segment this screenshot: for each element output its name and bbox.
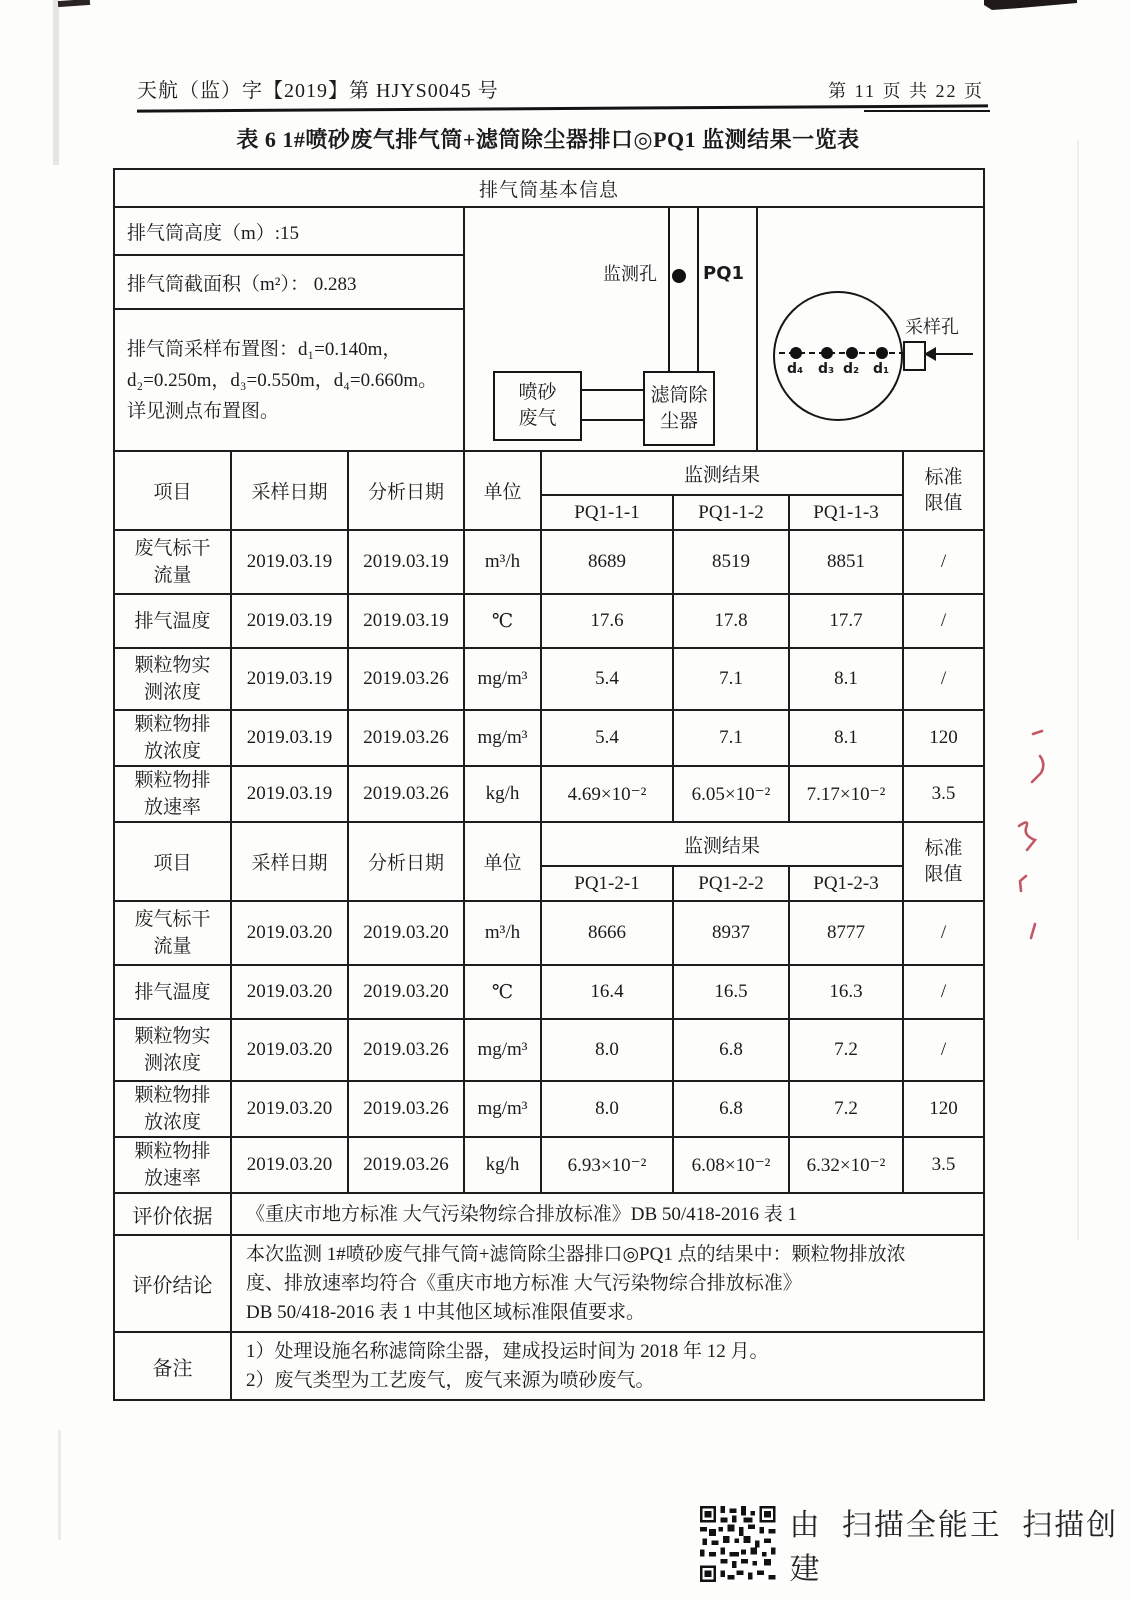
row-item: 颗粒物排放浓度	[114, 710, 231, 766]
cell-analysis-date: 2019.03.20	[348, 901, 464, 965]
row-item: 颗粒物排放速率	[114, 766, 231, 822]
col-header-limit: 标准 限值	[903, 822, 984, 901]
cell-sample-date: 2019.03.20	[231, 901, 348, 965]
cell-limit: 3.5	[903, 766, 984, 822]
cell-value: 6.08×10⁻²	[673, 1137, 789, 1193]
cell-value: 6.8	[673, 1019, 789, 1081]
scanner-credit-text: 由 扫描全能王 扫描创建	[789, 1509, 1119, 1586]
cell-value: 6.8	[673, 1081, 789, 1137]
table-row	[114, 822, 984, 866]
table-row	[114, 901, 984, 965]
red-pen-marks	[993, 700, 1055, 950]
table-row	[114, 1081, 984, 1137]
cell-limit: 120	[903, 1081, 984, 1137]
cell-unit: m³/h	[464, 901, 541, 965]
table-row	[114, 1235, 984, 1332]
cell-value: 8666	[541, 901, 673, 965]
section-header-basic-info: 排气筒基本信息	[114, 169, 984, 207]
col-header-pq1-2-3: PQ1-2-3	[789, 866, 903, 901]
table-title: 表 6 1#喷砂废气排气筒+滤筒除尘器排口◎PQ1 监测结果一览表	[236, 127, 860, 152]
cell-unit: kg/h	[464, 1137, 541, 1193]
sampling-hole-square	[903, 341, 926, 371]
stack-pipe-line	[697, 208, 699, 371]
filter-box-label: 尘器	[659, 410, 698, 432]
scan-crease	[1077, 140, 1079, 1240]
qr-code	[700, 1504, 776, 1584]
table-row	[114, 451, 984, 495]
cell-value: 17.7	[789, 594, 903, 648]
cell-analysis-date: 2019.03.26	[348, 1081, 464, 1137]
sampling-point-d3	[821, 347, 833, 359]
cell-unit: kg/h	[464, 766, 541, 822]
cell-limit: /	[903, 965, 984, 1019]
row-item: 颗粒物排放浓度	[114, 1081, 231, 1137]
cell-value: 7.2	[789, 1081, 903, 1137]
stack-pipe-line	[668, 208, 670, 371]
col-header-item: 项目	[114, 451, 231, 530]
cell-sample-date: 2019.03.19	[231, 766, 348, 822]
row-item: 颗粒物实测浓度	[114, 1019, 231, 1081]
sampling-point-label: d₃	[818, 361, 835, 377]
row-item: 颗粒物实测浓度	[114, 648, 231, 710]
sampling-point-d2	[846, 347, 858, 359]
col-header-pq1-2-2: PQ1-2-2	[673, 866, 789, 901]
cell-limit: /	[903, 594, 984, 648]
cell-unit: m³/h	[464, 530, 541, 594]
col-header-pq1-1-1: PQ1-1-1	[541, 495, 673, 530]
cell-sample-date: 2019.03.20	[231, 1081, 348, 1137]
evaluation-basis-content: 《重庆市地方标准 大气污染物综合排放标准》DB 50/418-2016 表 1	[231, 1193, 984, 1235]
cell-sample-date: 2019.03.20	[231, 965, 348, 1019]
col-header-sample-date: 采样日期	[231, 822, 348, 901]
row-item: 排气温度	[114, 965, 231, 1019]
evaluation-conclusion-content: 本次监测 1#喷砂废气排气筒+滤筒除尘器排口◎PQ1 点的结果中：颗粒物排放浓 度、排放速率均符合《重庆市地方标准 大气污染物综合排放标准》 DB 50/418-2016 表 1 中其他区域标准限值要求。	[231, 1235, 984, 1332]
col-header-results: 监测结果	[541, 451, 903, 495]
sampling-hole-label: 采样孔	[905, 317, 959, 337]
table-row	[114, 710, 984, 766]
cell-value: 8.0	[541, 1019, 673, 1081]
cell-limit: /	[903, 1019, 984, 1081]
col-header-sample-date: 采样日期	[231, 451, 348, 530]
cell-value: 16.4	[541, 965, 673, 1019]
cell-value: 8777	[789, 901, 903, 965]
stack-cross-section-area: 排气筒截面积（m²）： 0.283	[114, 255, 464, 309]
col-header-pq1-1-2: PQ1-1-2	[673, 495, 789, 530]
sampling-point-d1	[876, 347, 888, 359]
remark-label: 备注	[114, 1332, 231, 1400]
cell-sample-date: 2019.03.19	[231, 710, 348, 766]
scan-streak-artifact	[58, 0, 90, 7]
cell-value: 8.1	[789, 710, 903, 766]
table-row	[114, 1193, 984, 1235]
duct-connector-line	[580, 389, 643, 391]
row-item: 废气标干流量	[114, 530, 231, 594]
scan-corner-artifact	[980, 0, 1130, 14]
cell-value: 8.0	[541, 1081, 673, 1137]
sampling-point-label: d₄	[787, 361, 804, 377]
col-header-analysis-date: 分析日期	[348, 451, 464, 530]
cell-unit: mg/m³	[464, 710, 541, 766]
document-header	[137, 74, 988, 103]
cell-sample-date: 2019.03.19	[231, 648, 348, 710]
probe-arrow-head-icon	[924, 347, 936, 361]
table-row	[114, 1332, 984, 1400]
table-row	[114, 766, 984, 822]
col-header-unit: 单位	[464, 451, 541, 530]
cell-value: 8519	[673, 530, 789, 594]
cell-value: 6.05×10⁻²	[673, 766, 789, 822]
cell-unit: mg/m³	[464, 1081, 541, 1137]
col-header-item: 项目	[114, 822, 231, 901]
cell-value: 17.8	[673, 594, 789, 648]
cell-value: 8937	[673, 901, 789, 965]
cell-analysis-date: 2019.03.26	[348, 648, 464, 710]
cell-limit: /	[903, 530, 984, 594]
cell-value: 7.17×10⁻²	[789, 766, 903, 822]
col-header-limit: 标准 限值	[903, 451, 984, 530]
cell-value: 8689	[541, 530, 673, 594]
col-header-results: 监测结果	[541, 822, 903, 866]
row-item: 废气标干流量	[114, 901, 231, 965]
cell-analysis-date: 2019.03.26	[348, 1019, 464, 1081]
cell-value: 8.1	[789, 648, 903, 710]
header-rule	[137, 104, 988, 112]
header-rule-segment	[864, 110, 990, 112]
cell-value: 7.1	[673, 710, 789, 766]
duct-connector-line	[580, 419, 643, 421]
cell-limit: 120	[903, 710, 984, 766]
cell-analysis-date: 2019.03.26	[348, 766, 464, 822]
cell-value: 6.32×10⁻²	[789, 1137, 903, 1193]
remark-content: 1）处理设施名称滤筒除尘器，建成投运时间为 2018 年 12 月。 2）废气类型为工艺废气，废气来源为喷砂废气。	[231, 1332, 984, 1400]
table-row	[114, 594, 984, 648]
sampling-point-label: d₁	[873, 361, 890, 377]
cell-analysis-date: 2019.03.19	[348, 530, 464, 594]
table-row	[114, 207, 984, 255]
cell-unit: mg/m³	[464, 648, 541, 710]
document-number: 天航（监）字【2019】第 HJYS0045 号	[137, 80, 499, 102]
cell-limit: 3.5	[903, 1137, 984, 1193]
port-pq1-label: PQ1	[703, 263, 745, 284]
table-row	[114, 1019, 984, 1081]
cell-sample-date: 2019.03.20	[231, 1019, 348, 1081]
table-row	[114, 965, 984, 1019]
cell-value: 7.1	[673, 648, 789, 710]
col-header-analysis-date: 分析日期	[348, 822, 464, 901]
monitoring-results-table	[113, 168, 985, 1401]
cell-unit: ℃	[464, 594, 541, 648]
scanner-footer	[700, 1500, 1130, 1588]
cell-analysis-date: 2019.03.19	[348, 594, 464, 648]
cell-analysis-date: 2019.03.26	[348, 1137, 464, 1193]
scan-edge-shadow	[58, 1430, 61, 1540]
sampling-layout-note: 排气筒采样布置图：d₁=0.140m， d₂=0.250m，d₃=0.550m，d₄=0.660m。 详见测点布置图。	[114, 309, 464, 451]
diagram-divider	[756, 208, 758, 450]
source-box-label: 喷砂	[518, 382, 557, 403]
row-item: 排气温度	[114, 594, 231, 648]
cell-limit: /	[903, 901, 984, 965]
cell-sample-date: 2019.03.19	[231, 530, 348, 594]
source-box-label: 废气	[518, 408, 557, 429]
scan-edge-shadow	[53, 0, 59, 165]
cell-value: 16.5	[673, 965, 789, 1019]
evaluation-basis-label: 评价依据	[114, 1193, 231, 1235]
cell-value: 8851	[789, 530, 903, 594]
probe-arrow-line	[935, 353, 973, 355]
cell-value: 6.93×10⁻²	[541, 1137, 673, 1193]
filter-box-label: 滤筒除	[650, 384, 708, 406]
col-header-pq1-1-3: PQ1-1-3	[789, 495, 903, 530]
cell-value: 17.6	[541, 594, 673, 648]
cell-analysis-date: 2019.03.20	[348, 965, 464, 1019]
evaluation-conclusion-label: 评价结论	[114, 1235, 231, 1332]
stack-height: 排气筒高度（m）:15	[114, 207, 464, 255]
sampling-point-d4	[790, 347, 802, 359]
page-number: 第 11 页 共 22 页	[828, 81, 984, 101]
monitor-hole-label: 监测孔	[603, 264, 657, 284]
cell-limit: /	[903, 648, 984, 710]
stack-diagram	[464, 207, 984, 451]
blasting-gas-source-box	[493, 371, 582, 441]
table-row	[114, 169, 984, 207]
sampling-point-label: d₂	[843, 361, 860, 377]
table-row	[114, 648, 984, 710]
cell-unit: mg/m³	[464, 1019, 541, 1081]
col-header-unit: 单位	[464, 822, 541, 901]
cell-unit: ℃	[464, 965, 541, 1019]
cell-sample-date: 2019.03.19	[231, 594, 348, 648]
table-row	[114, 530, 984, 594]
cell-value: 5.4	[541, 710, 673, 766]
cell-value: 16.3	[789, 965, 903, 1019]
cell-sample-date: 2019.03.20	[231, 1137, 348, 1193]
row-item: 颗粒物排放速率	[114, 1137, 231, 1193]
filter-dust-collector-box	[643, 371, 715, 446]
col-header-pq1-2-1: PQ1-2-1	[541, 866, 673, 901]
cell-value: 7.2	[789, 1019, 903, 1081]
cell-value: 5.4	[541, 648, 673, 710]
monitor-hole-dot	[672, 269, 686, 283]
cell-analysis-date: 2019.03.26	[348, 710, 464, 766]
table-row	[114, 1137, 984, 1193]
cell-value: 4.69×10⁻²	[541, 766, 673, 822]
